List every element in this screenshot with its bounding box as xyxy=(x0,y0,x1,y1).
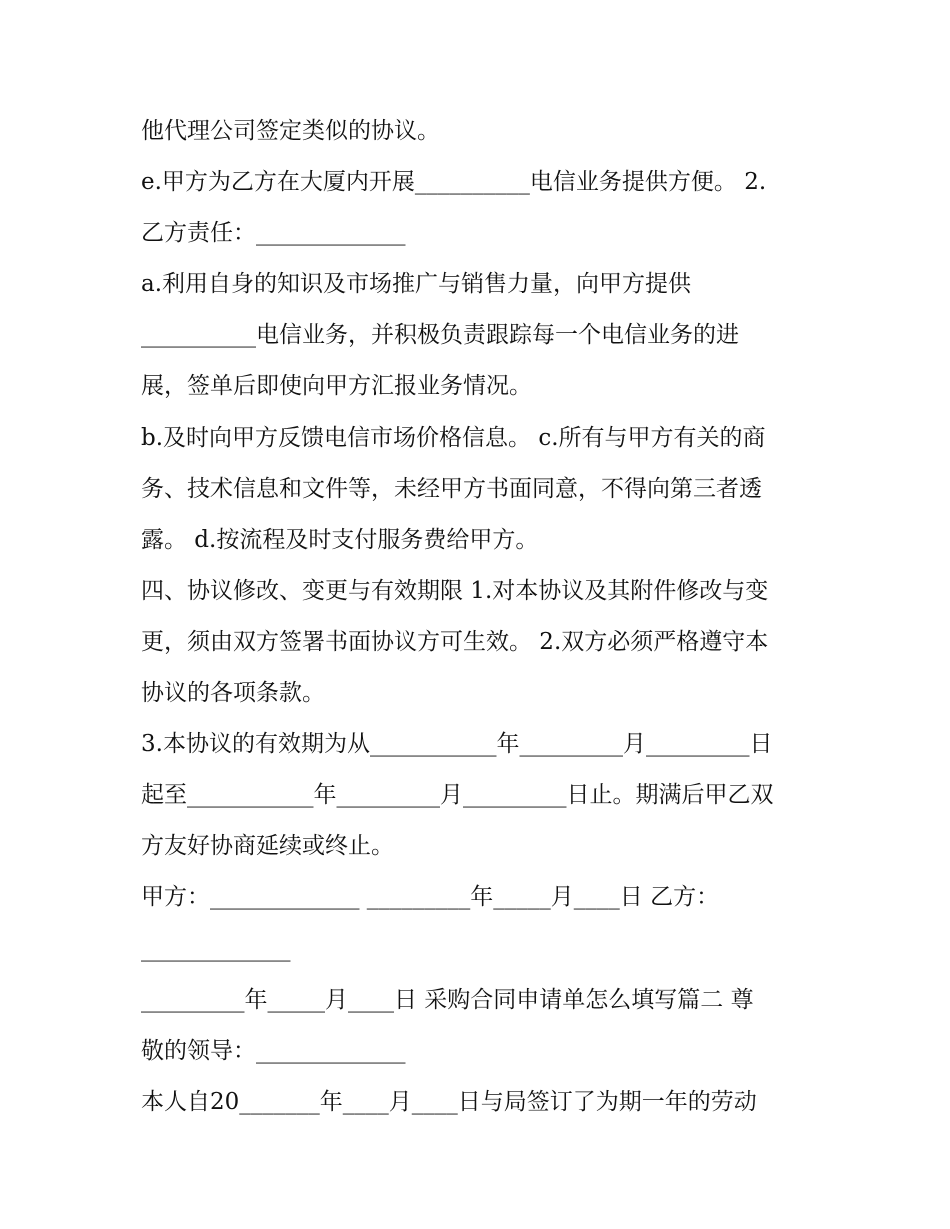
text-line: 敬的领导：_____________ xyxy=(141,1037,406,1064)
text-line: e.甲方为乙方在大厦内开展__________电信业务提供方便。 2. xyxy=(141,169,767,196)
text-line: 甲方：_____________ _________年_____月____日 乙方： xyxy=(141,884,720,911)
text-line: 起至___________年_________月_________日止。期满后甲乙双 xyxy=(141,782,774,809)
text-line: 露。 d.按流程及时支付服务费给甲方。 xyxy=(141,526,539,553)
text-line: _________年_____月____日 采购合同申请单怎么填写篇二 尊 xyxy=(141,986,754,1013)
text-line: 3.本协议的有效期为从___________年_________月_________日 xyxy=(141,731,773,758)
text-line: 展，签单后即使向甲方汇报业务情况。 xyxy=(141,373,532,400)
text-line: 协议的各项条款。 xyxy=(141,680,325,707)
text-line: __________电信业务，并积极负责跟踪每一个电信业务的进 xyxy=(141,322,739,349)
document-body xyxy=(141,106,821,1128)
text-line: b.及时向甲方反馈电信市场价格信息。 c.所有与甲方有关的商 xyxy=(141,424,766,451)
text-line: 本人自20_______年____月____日与局签订了为期一年的劳动 xyxy=(141,1088,757,1115)
text-line: 务、技术信息和文件等，未经甲方书面同意，不得向第三者透 xyxy=(141,475,762,502)
text-line: a.利用自身的知识及市场推广与销售力量，向甲方提供 xyxy=(141,271,692,298)
text-line: 他代理公司签定类似的协议。 xyxy=(141,118,440,144)
text-line: 更，须由双方签署书面协议方可生效。 2.双方必须严格遵守本 xyxy=(141,628,769,655)
text-line: 四、协议修改、变更与有效期限 1.对本协议及其附件修改与变 xyxy=(141,577,769,604)
text-line: 方友好协商延续或终止。 xyxy=(141,833,394,860)
text-line: 乙方责任：_____________ xyxy=(141,220,406,247)
text-line: _____________ xyxy=(141,935,291,962)
